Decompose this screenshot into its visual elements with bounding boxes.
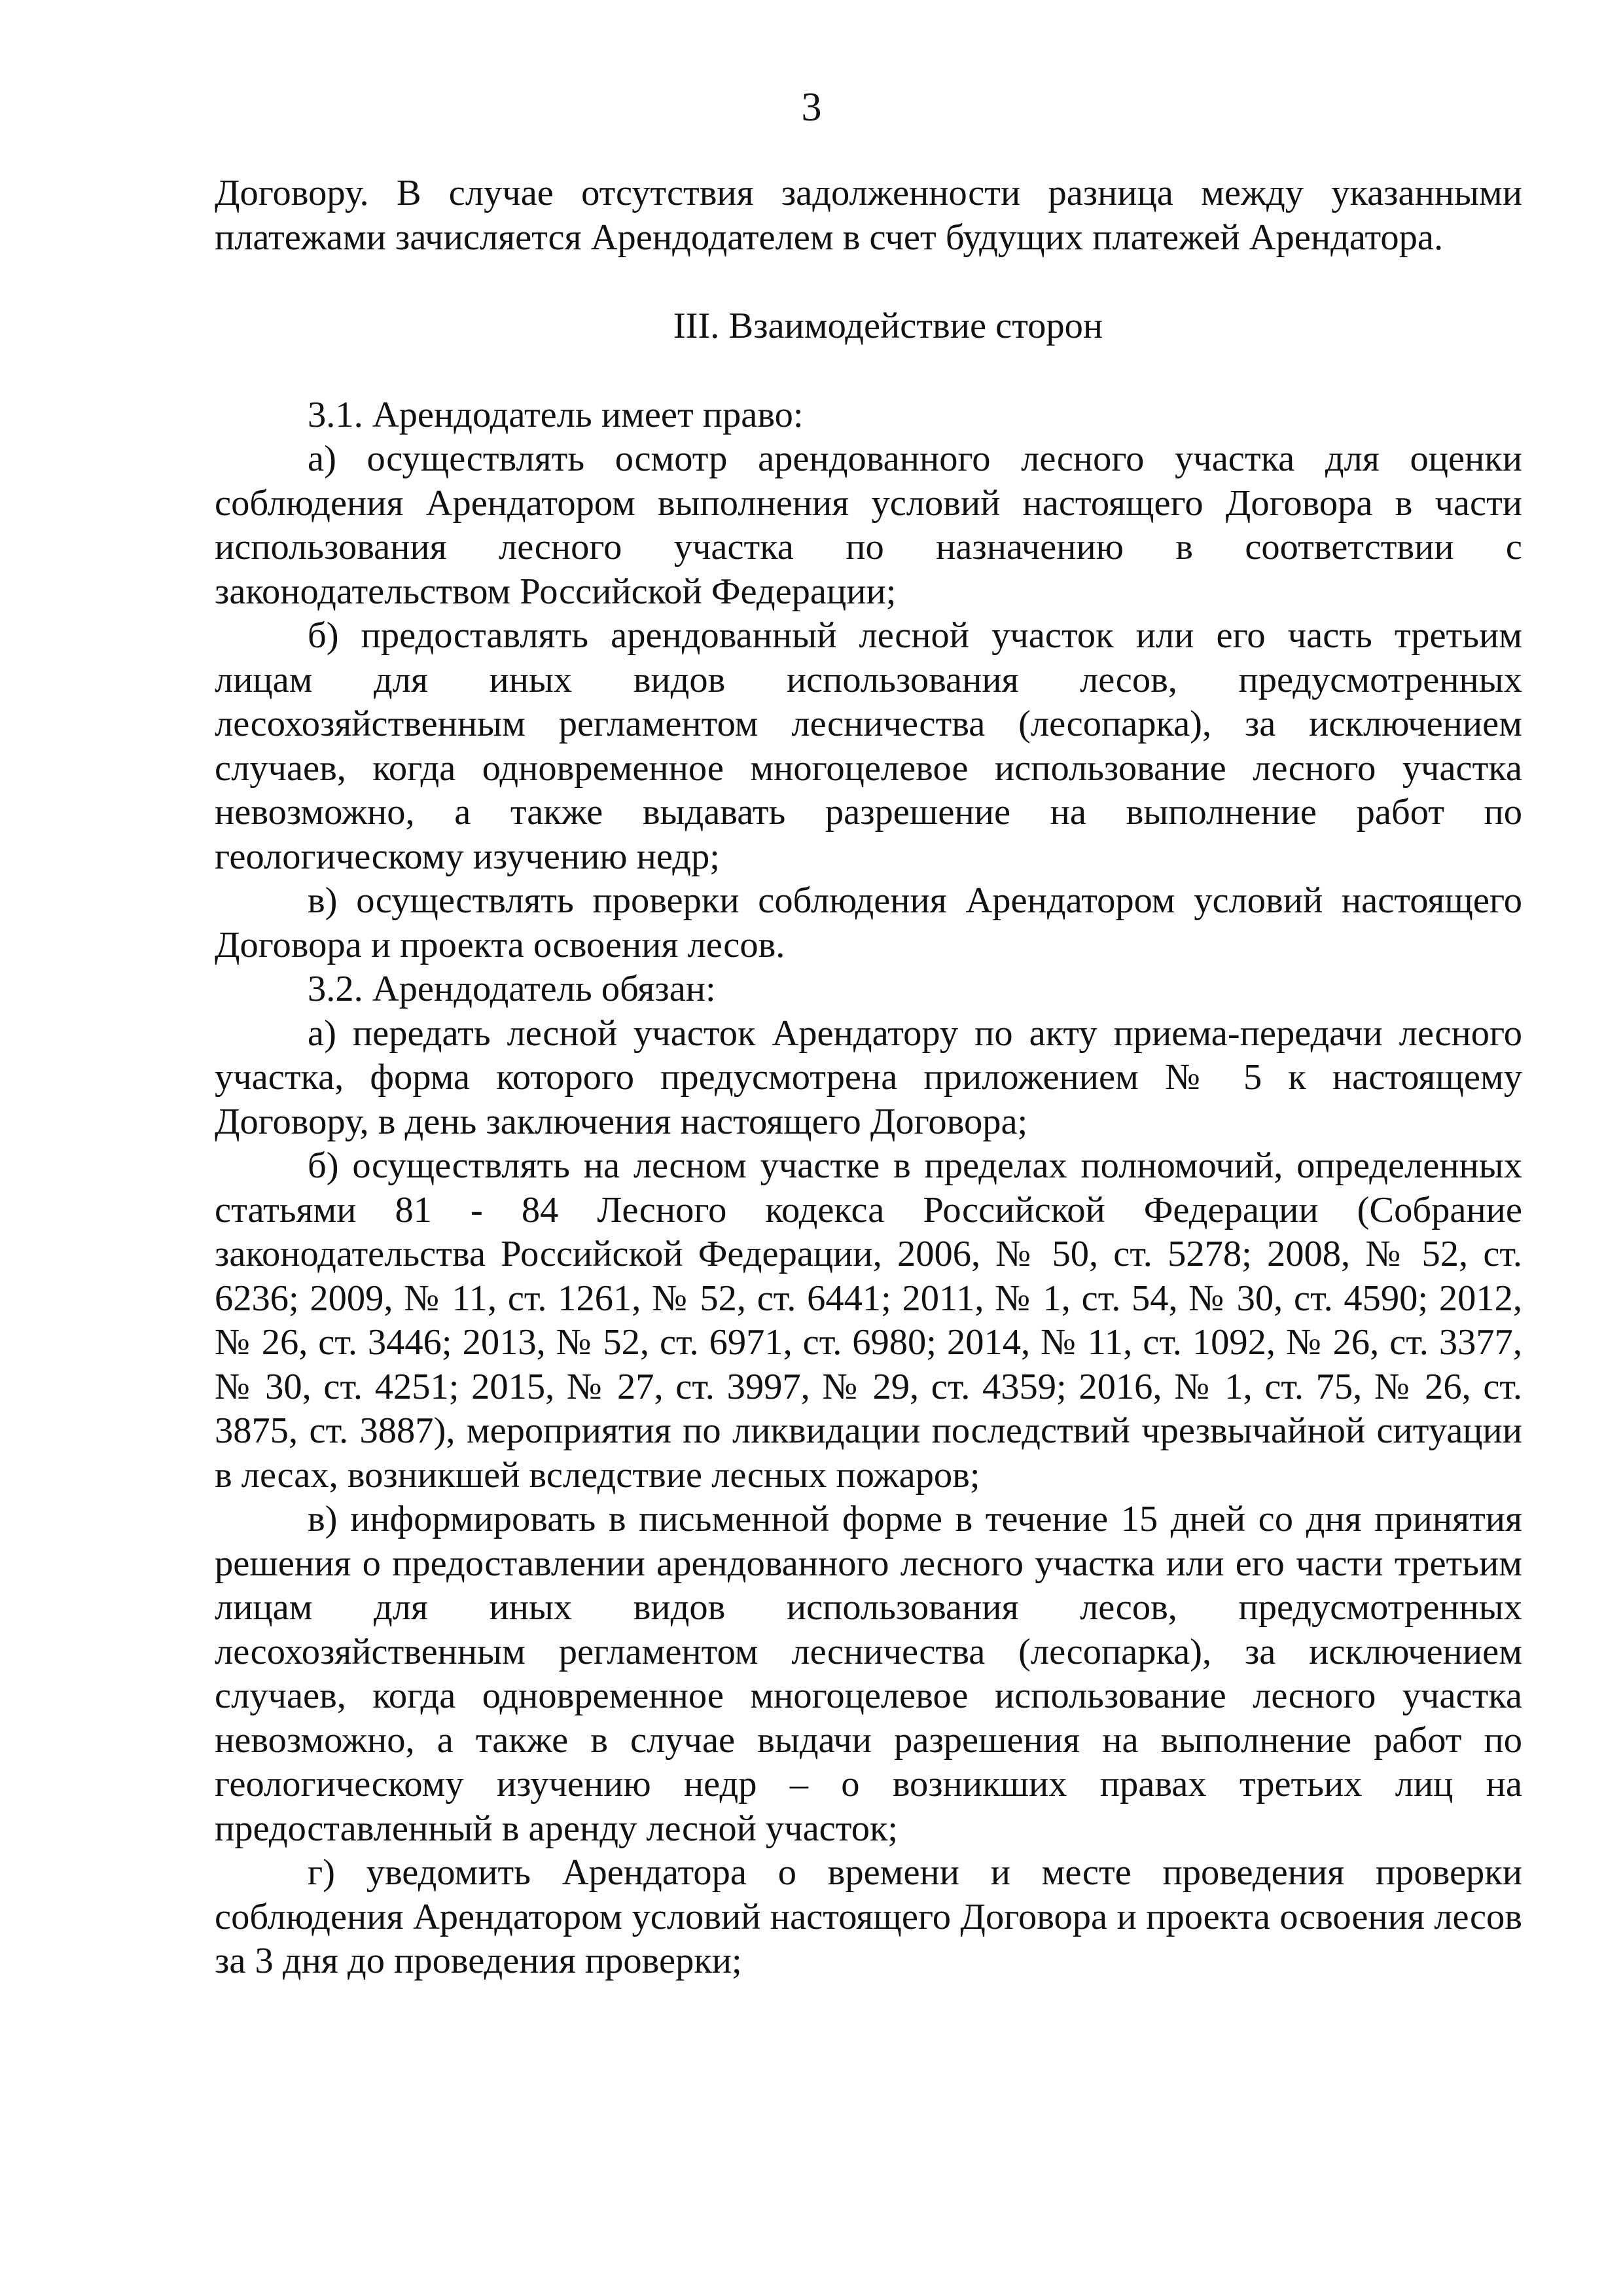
clause-3-1-heading: 3.1. Арендодатель имеет право:	[308, 394, 804, 435]
intro-paragraph: Договору. В случае отсутствия задолженности разница между указанными платежами зачисляется Арендодателем в счет будущих платежей Арендатора.	[215, 173, 1522, 258]
clause-3-1-item-b: б) предоставлять арендованный лесной участок или его часть третьим лицам для иных видов использования лесов, предусмотренных лесохозяйственным регламентом лесничества (лесопарка), за исключением случаев, когда одновременное многоцелевое использование лесного участка невозможно, а также выдавать разрешение на выполнение работ по геологическому изучению недр;	[215, 615, 1522, 877]
clause-3-2-item-v: в) информировать в письменной форме в течение 15 дней со дня принятия решения о предоставлении арендованного лесного участка или его части третьим лицам для иных видов использования лесов, предусмотренных лесохозяйственным регламентом лесничества (лесопарка), за исключением случаев, когда одновременное многоцелевое использование лесного участка невозможно, а также в случае выдачи разрешения на выполнение работ по геологическому изучению недр – о возникших правах третьих лиц на предоставленный в аренду лесной участок;	[215, 1499, 1522, 1849]
clause-3-2-item-a: а) передать лесной участок Арендатору по акту приема-передачи лесного участка, форма которого предусмотрена приложением № 5 к настоящему Договору, в день заключения настоящего Договора;	[215, 1013, 1522, 1142]
clause-3-1-item-v: в) осуществлять проверки соблюдения Арендатором условий настоящего Договора и проекта освоения лесов.	[215, 880, 1522, 965]
document-body	[215, 171, 1522, 1984]
clause-3-2-item-g: г) уведомить Арендатора о времени и месте проведения проверки соблюдения Арендатором условий настоящего Договора и проекта освоения лесов за 3 дня до проведения проверки;	[215, 1852, 1522, 1981]
clause-3-1-item-a: а) осуществлять осмотр арендованного лесного участка для оценки соблюдения Арендатором выполнения условий настоящего Договора в части использования лесного участка по назначению в соответствии с законодательством Российской Федерации;	[215, 439, 1522, 612]
clause-3-2-item-b: б) осуществлять на лесном участке в пределах полномочий, определенных статьями 81 - 84 Лесного кодекса Российской Федерации (Собрание законодательства Российской Федерации, 2006, № 50, ст. 5278; 2008, № 52, ст. 6236; 2009, № 11, ст. 1261, № 52, ст. 6441; 2011, № 1, ст. 54, № 30, ст. 4590; 2012, № 26, ст. 3446; 2013, № 52, ст. 6971, ст. 6980; 2014, № 11, ст. 1092, № 26, ст. 3377, № 30, ст. 4251; 2015, № 27, ст. 3997, № 29, ст. 4359; 2016, № 1, ст. 75, № 26, ст. 3875, ст. 3887), мероприятия по ликвидации последствий чрезвычайной ситуации в лесах, возникшей вследствие лесных пожаров;	[215, 1145, 1522, 1496]
section-title: III. Взаимодействие сторон	[673, 306, 1103, 346]
page-number: 3	[801, 85, 822, 130]
clause-3-2-heading: 3.2. Арендодатель обязан:	[308, 969, 716, 1009]
